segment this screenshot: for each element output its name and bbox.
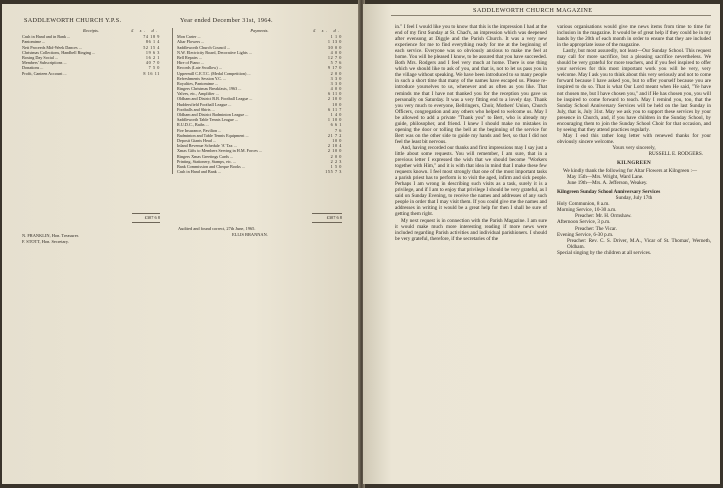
payment-label: Bank Commission and Cheque Books ...	[177, 163, 245, 169]
payment-label: Bell Repairs ...	[177, 54, 203, 60]
payment-amount: 6 6 1	[330, 122, 342, 128]
audit-text: Audited and found correct, 27th June, 1965.	[178, 226, 256, 231]
payment-label: Fire Insurance, Pavilion ...	[177, 127, 222, 133]
payment-label: Footballs and Shirts ...	[177, 106, 215, 112]
anniversary-date: Sunday, July 17th	[615, 195, 653, 202]
payment-label: Printing, Stationery, Stamps, etc. ...	[177, 158, 237, 164]
receipts-currency-label: £ s. d.	[131, 28, 160, 33]
payment-label: Valves, etc., Amplifier ...	[177, 91, 219, 97]
receipt-amount: 16 2 1	[145, 54, 160, 60]
header-rule	[391, 15, 711, 16]
service-schedule-item: Morning Service, 10-30 a.m.	[557, 207, 617, 214]
receipt-row	[22, 71, 160, 76]
receipts-column	[22, 28, 160, 76]
payment-label: Mon Carter ...	[177, 34, 201, 40]
payment-amount: 1 5 0	[330, 163, 342, 169]
receipt-amount: 8 16 11	[143, 70, 160, 76]
payments-total	[176, 215, 342, 220]
receipts-rows	[22, 34, 160, 76]
payments-column	[172, 28, 342, 174]
payments-rows	[177, 34, 342, 174]
payment-amount: 9 17 0	[327, 65, 342, 71]
payments-currency-label: £ s. d.	[313, 28, 342, 33]
service-schedule-item: Preacher: Mr. H. Ormshaw.	[575, 213, 632, 220]
payment-amount: 5 7 6	[330, 60, 342, 66]
payment-amount: 1 1 0	[330, 34, 342, 40]
payments-heading	[177, 28, 342, 33]
payment-label: Oldham and District B.B. Football League ...	[177, 96, 253, 102]
payment-amount: 21 7 2	[327, 132, 342, 138]
secretary-name: F. STOTT, Hon. Secretary.	[22, 239, 69, 245]
audit-note	[178, 226, 268, 237]
payment-amount: 1 4 0	[330, 112, 342, 118]
payment-amount: 10 0	[332, 101, 342, 107]
treasurer-name: N. FRANKLIN, Hon. Treasurer.	[22, 233, 79, 238]
receipt-amount: 52 15 4	[143, 44, 160, 50]
receipt-label: Boxing Day Social ...	[22, 54, 59, 60]
payment-label: Hire of Piano ...	[177, 60, 204, 66]
payment-amount: 2 0 0	[330, 153, 342, 159]
payment-amount: 2 2 3	[330, 158, 342, 164]
payment-amount: 10 0	[332, 137, 342, 143]
accounts-period: Year ended December 31st, 1964.	[180, 17, 273, 24]
altar-flowers-item: June 19th—Mrs. A. Jefferson, Weakey.	[567, 180, 648, 187]
receipt-amount: 86 1 4	[145, 39, 160, 45]
payments-double-rule	[312, 222, 342, 223]
payment-label: Uppermill C.E.T.C. (Medal Competition) ...	[177, 70, 251, 76]
payment-label: Saddleworth Table Tennis League ...	[177, 117, 239, 123]
receipts-total-rule	[132, 213, 160, 214]
magazine-header: SADDLEWORTH CHURCH MAGAZINE	[473, 7, 593, 14]
letter-closing: Yours very sincerely,	[612, 144, 656, 151]
payment-label: Refreshments Session Y.C. ...	[177, 75, 227, 81]
payment-label: Deposit Giants Head ...	[177, 137, 217, 143]
receipts-total	[22, 215, 160, 220]
payment-amount: 2 10 4	[327, 143, 342, 149]
payment-amount: 7 6	[334, 127, 342, 133]
receipt-amount: 7 5 0	[148, 65, 160, 71]
kilngreen-heading: KILNGREEN	[616, 160, 652, 167]
payment-label: Cash in Hand and Bank ...	[177, 169, 221, 175]
payment-label: Records (Late Swallow) ...	[177, 65, 222, 71]
payment-label: Ringers Xmas Greetings Cards ...	[177, 153, 234, 159]
service-schedule-item: Afternoon Service, 3 p.m.	[557, 219, 611, 226]
payment-label: Saddleworth Church Council ...	[177, 44, 231, 50]
receipt-label: Members' Subscriptions ...	[22, 60, 67, 66]
payment-amount: 6 11 7	[328, 106, 342, 112]
payment-amount: 30 0 0	[327, 44, 342, 50]
auditor-name: ELLIS BRANNAN.	[232, 232, 268, 237]
service-schedule	[557, 201, 711, 255]
altar-flowers-item: May 15th—Mrs. Wright, Ward Lane.	[567, 174, 644, 181]
receipt-label: Cash in Hand and in Bank ...	[22, 34, 71, 40]
receipt-label: Profit, Canteen Account ...	[22, 70, 67, 76]
payments-total-rule	[312, 213, 342, 214]
payment-label: Inland Revenue Schedule 'A' Tax ...	[177, 143, 237, 149]
receipt-label: Nett Proceeds Mid-Week Dances ...	[22, 44, 82, 50]
payment-amount: 4 0 0	[330, 49, 342, 55]
service-schedule-item: Evening Service, 6-30 p.m.	[557, 231, 614, 238]
receipts-double-rule	[132, 222, 160, 223]
letter-paragraph: My next request is in connection with the Parish Magazine. I am sure it would make much more interesting reading if more news were included regarding Parish activities and individual parishioners. I should be very grateful, therefore, if the secretaries of the	[395, 217, 547, 242]
payments-total-value: £307 6 8	[326, 215, 342, 220]
service-schedule-item: Preacher: Rev. C. S. Driver, M.A., Vicar of St. Thomas', Werneth, Oldham.	[567, 237, 711, 250]
service-schedule-item: Preacher: The Vicar.	[575, 225, 617, 232]
receipt-amount: 40 7 0	[145, 60, 160, 66]
letter-paragraph: various organisations would give me news items from time to time for inclusion in the magazine. It would be of great help if they could be in my hands by the 20th of each month in order to ensure that they are included in the appropriate issue of the magazine.	[557, 24, 711, 49]
right-page	[363, 4, 720, 484]
service-schedule-item: Special singing by the children at all services.	[557, 249, 652, 256]
payment-amount: 155 7 3	[325, 169, 342, 175]
receipt-label: Donations ...	[22, 65, 44, 71]
payments-heading-label: Payments.	[250, 28, 269, 33]
payment-label: Oldham and District Badminton League ...	[177, 112, 249, 118]
receipt-amount: 74 18 9	[143, 34, 160, 40]
payment-amount: 3 3 0	[330, 80, 342, 86]
payment-label: Huddersfield Football League ...	[177, 101, 232, 107]
payment-amount: 2 10 0	[327, 96, 342, 102]
receipt-label: Pantomime ...	[22, 39, 46, 45]
letter-paragraph: May I end this rather long letter with renewed thanks for your obviously sincere welcome.	[557, 132, 711, 145]
payment-amount: 6 11 0	[328, 91, 342, 97]
payment-amount: 12 7 0	[327, 54, 342, 60]
payment-label: Altar Flowers ...	[177, 39, 205, 45]
payment-amount: 1 10 0	[327, 117, 342, 123]
left-page	[2, 4, 360, 484]
letter-signature: RUSSELL E. RODGERS.	[648, 150, 703, 157]
officers-list	[22, 233, 79, 246]
letter-column-1	[395, 24, 547, 242]
accounts-title: SADDLEWORTH CHURCH Y.P.S.	[24, 17, 122, 24]
payment-label: Royalties, Pantomime ...	[177, 80, 219, 86]
receipts-heading	[22, 28, 160, 33]
letter-paragraph: And, having recorded our thanks and first impressions may I say just a little about some requests. You will remember, I am sure, that in a previous letter I expressed the wish that we should become "Workers together with Him," and it is with that idea in mind that I make these few requests known. I feel most strongly that one of the most important tasks a parish priest has to perform is to visit the aged, infirm and sick people. Perhaps I am wrong in describing such visits as a task, surely it is a privilege, and if I am to enjoy that privilege I should be very grateful, as I said on Sunday Evening, to receive the names and addresses of any such people in order that I may visit them. If you could give me the names and addresses in writing it would be a great help for then I shall be sure of getting them right.	[395, 144, 547, 218]
payment-label: N.W. Electricity Board, Decorative Lights ...	[177, 49, 252, 55]
payment-amount: 2 10 0	[327, 148, 342, 154]
payment-label: R.U.D.C., Baths ...	[177, 122, 209, 128]
letter-paragraph: Lastly, but most assuredly, not least—Our Sunday School. This request may call for more sacrifice, but a pleasing sacrifice nevertheless. We should be very grateful for more teachers, and if you feel inspired to offer your services for this most important work you will be very, very welcome. May I ask you to think about this very seriously and not to come forward because I have asked you, but to offer yourself because you are inspired to do so. That is what Our Lord meant when He said, "Ye have not chosen me, but I have chosen you," and if He has chosen you, you will be inspired to come forward to teach. May I remind you, too, that the Sunday School Anniversary Services will be held on the last Sunday in July, that is, July 31st. May we ask you to support these services by your presence in Church, and, if you have children in the Sunday School, by encouraging them to join the Sunday School Choir for that occasion, and by seeing that they attend practices regularly.	[557, 48, 711, 133]
payment-amount: 2 0 0	[330, 70, 342, 76]
receipts-total-value: £307 6 8	[144, 215, 160, 220]
payment-amount: 4 0 0	[330, 86, 342, 92]
receipt-label: Christmas Collections, Handbell Ringing ...	[22, 49, 96, 55]
letter-column-2	[557, 24, 711, 256]
payment-label: Xmas Gifts to Members Serving in H.M. Forces ...	[177, 148, 263, 154]
service-schedule-item: Holy Communion, 8 a.m.	[557, 201, 610, 208]
receipt-amount: 19 6 3	[145, 49, 160, 55]
payment-label: Badminton and Table Tennis Equipment ...	[177, 132, 249, 138]
anniversary-heading: Kilngreen Sunday School Anniversary Services	[557, 189, 661, 196]
kilngreen-intro: We kindly thank the following for Altar Flowers at Kilngreen :—	[563, 168, 698, 175]
receipts-heading-label: Receipts.	[83, 28, 99, 33]
letter-paragraph: in." I feel I would like you to know that this is the impression I had at the end of my first Sunday at St. Chad's, an impression which was deepened after evensong at Diggle and the Parish Church. It was a very new experience for me to find everything ready for me at the beginning of each service. Everyone was so obviously anxious to make me feel at home. You will be pleased I know, to be assured that you have succeeded. Both Mrs. Rodgers and I feel very much at home. There is one thing which we should like to ask of you, and that is, not to let us pass you in the village without speaking. We have been introduced to so many people in such a short time that many of the names have escaped us. Please re-introduce yourselves to us, whenever and as often as you like. That reminds me that I have not thanked you for the reception you gave us personally on Saturday. It was a very fitting end to a lovely day. Thank you very much to everyone, Bellringers, Choir, Mothers' Union, Church Officers, congregation and any others who helped to welcome us. May I be allowed to add a private "Thank you" to Bert, who is already my guide, philosopher, and friend. I knew I should make no mistakes in opening the door or tolling the bell at the beginning of the service for Bert was on the other side to guide my hands and feet, so that I did not feel the least bit nervous.	[395, 24, 547, 145]
payment-label: Ringers Christmas Breakfasts, 1963 ...	[177, 86, 242, 92]
payment-amount: 3 3 0	[330, 75, 342, 81]
payment-row	[177, 169, 342, 174]
payment-amount: 1 13 0	[327, 39, 342, 45]
